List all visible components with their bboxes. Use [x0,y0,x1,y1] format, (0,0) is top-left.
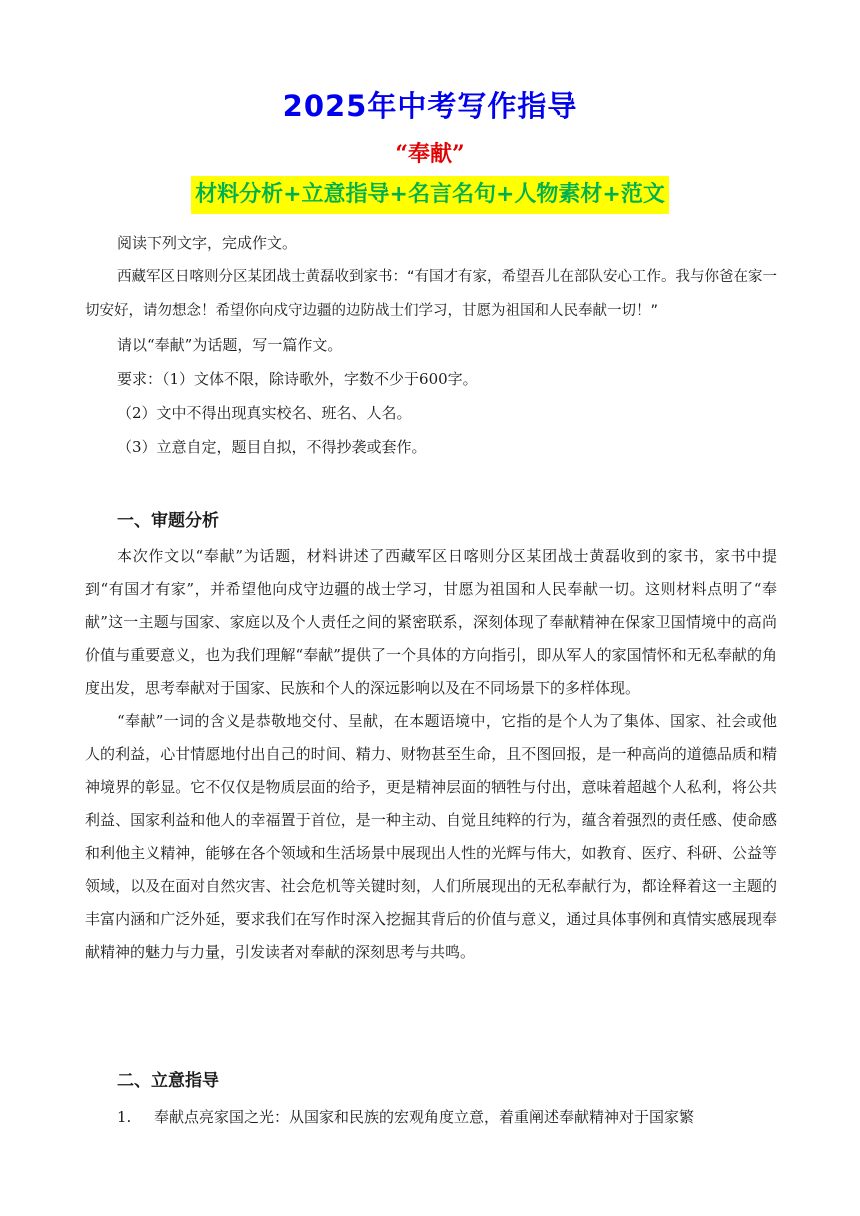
requirement-3: （3）立意自定，题目自拟，不得抄袭或套作。 [117,438,427,456]
topic-subtitle: “奉献” [395,141,465,167]
list-number: 1. [117,1108,132,1126]
requirement-1: 要求：（1）文体不限，除诗歌外，字数不少于600字。 [117,370,478,388]
requirement-2: （2）文中不得出现真实校名、班名、人名。 [117,404,412,422]
section-heading-analysis: 一、审题分析 [117,511,219,531]
prompt-task: 请以“奉献”为话题，写一篇作文。 [117,336,343,354]
analysis-paragraph-1: 本次作文以“奉献”为话题，材料讲述了西藏军区日喀则分区某团战士黄磊收到的家书，家书中提到“有国才有家”，并希望他向戍守边疆的战士学习，甘愿为祖国和人民奉献一切。这则材料点明了“奉献”这一主题与国家、家庭以及个人责任之间的紧密联系，深刻体现了奉献精神在保家卫国情境中的高尚价值与重要意义，也为我们理解“奉献”提供了一个具体的方向指引，即从军人的家国情怀和无私奉献的角度出发，思考奉献对于国家、民族和个人的深远影响以及在不同场景下的多样体现。 [85,547,777,697]
guidance-item-1 [117,1100,777,1134]
highlight-banner: 材料分析+立意指导+名言名句+人物素材+范文 [191,176,669,214]
prompt-letter: 西藏军区日喀则分区某团战士黄磊收到家书：“有国才有家，希望吾儿在部队安心工作。我与你爸在家一切安好，请勿想念！希望你向戍守边疆的边防战士们学习，甘愿为祖国和人民奉献一切！” [85,269,778,319]
prompt-intro: 阅读下列文字，完成作文。 [117,234,298,252]
section-heading-guidance: 二、立意指导 [117,1071,219,1091]
banner-container [0,176,860,214]
analysis-block [85,540,777,969]
analysis-paragraph-2: “奉献”一词的含义是恭敬地交付、呈献，在本题语境中，它指的是个人为了集体、国家、社会或他人的利益，心甘情愿地付出自己的时间、精力、财物甚至生命，且不图回报，是一种高尚的道德品质和精神境界的彰显。它不仅仅是物质层面的给予，更是精神层面的牺牲与付出，意味着超越个人私利，将公共利益、国家利益和他人的幸福置于首位，是一种主动、自觉且纯粹的行为，蕴含着强烈的责任感、使命感和利他主义精神，能够在各个领域和生活场景中展现出人性的光辉与伟大，如教育、医疗、科研、公益等领域，以及在面对自然灾害、社会危机等关键时刻，人们所展现出的无私奉献行为，都诠释着这一主题的丰富内涵和广泛外延，要求我们在写作时深入挖掘其背后的价值与意义，通过具体事例和真情实感展现奉献精神的魅力与力量，引发读者对奉献的深刻思考与共鸣。 [85,712,777,961]
prompt-block [85,226,777,464]
document-title: 2025年中考写作指导 [282,89,578,123]
guidance-item-text: 奉献点亮家国之光：从国家和民族的宏观角度立意，着重阐述奉献精神对于国家繁 [154,1108,695,1126]
